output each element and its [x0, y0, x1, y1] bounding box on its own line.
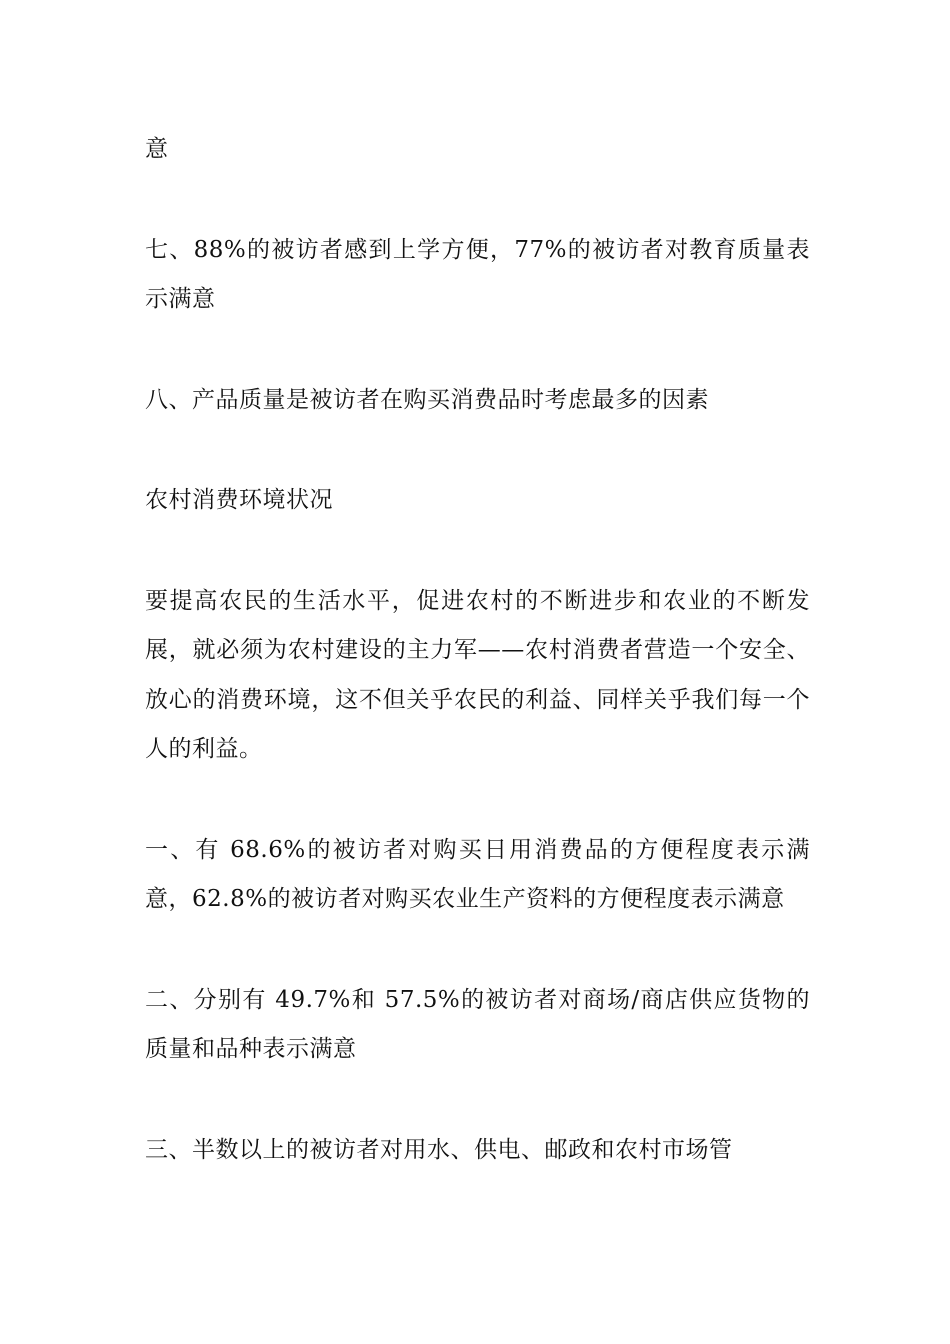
paragraph-item-seven: 七、88%的被访者感到上学方便，77%的被访者对教育质量表示满意: [145, 236, 810, 312]
paragraph-item-eight: 八、产品质量是被访者在购买消费品时考虑最多的因素: [145, 386, 709, 413]
paragraph-gap: [145, 175, 810, 226]
paragraph-fragment-continued: 意: [145, 136, 169, 162]
paragraph-item-two: 二、分别有 49.7%和 57.5%的被访者对商场/商店供应货物的质量和品种表示满意: [145, 986, 810, 1062]
paragraph-gap: [145, 1075, 810, 1126]
paragraph-item-three: 三、半数以上的被访者对用水、供电、邮政和农村市场管: [145, 1136, 733, 1163]
paragraph-item-one: 一、有 68.6%的被访者对购买日用消费品的方便程度表示满意，62.8%的被访者对购买农业生产资料的方便程度表示满意: [145, 836, 810, 912]
document-page: [145, 125, 810, 1175]
paragraph-gap: [145, 325, 810, 376]
paragraph-intro: 要提高农民的生活水平，促进农村的不断进步和农业的不断发展，就必须为农村建设的主力军——农村消费者营造一个安全、放心的消费环境，这不但关乎农民的利益、同样关乎我们每一个人的利益。: [145, 587, 810, 762]
paragraph-gap: [145, 925, 810, 976]
paragraph-gap: [145, 425, 810, 476]
paragraph-gap: [145, 526, 810, 577]
paragraph-gap: [145, 775, 810, 826]
section-heading: 农村消费环境状况: [145, 487, 333, 513]
